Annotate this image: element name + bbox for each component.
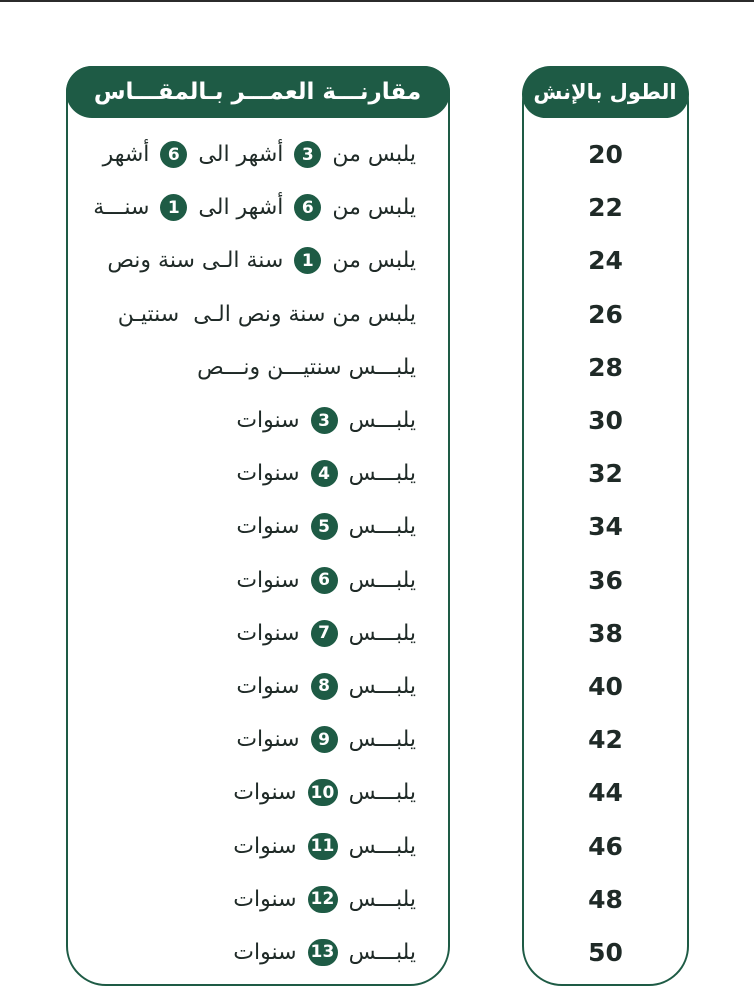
age-row [68,873,448,926]
age-text: يلبـــس [341,620,416,646]
age-text: سنوات [236,620,307,646]
age-comparison-panel [66,66,450,986]
number-badge: 7 [311,620,338,647]
length-value: 50 [588,937,623,967]
age-text: يلبـــس [341,567,416,593]
number-badge: 9 [311,726,338,753]
age-row [68,713,448,766]
age-row [68,500,448,553]
age-text: يلبـــس [341,514,416,540]
length-value: 40 [588,671,623,701]
age-row [68,660,448,713]
age-text: سنوات [236,727,307,753]
number-badge: 11 [308,833,338,860]
age-text: أشهر الى [191,195,291,221]
length-header: الطول بالإنش [522,66,689,118]
age-row [68,447,448,500]
length-value: 44 [588,778,623,808]
length-value: 46 [588,831,623,861]
age-text: يلبـــس [341,408,416,434]
length-value: 38 [588,618,623,648]
age-row [68,607,448,660]
length-value: 42 [588,725,623,755]
age-text: يلبـــس [341,886,416,912]
number-badge: 5 [311,513,338,540]
age-row [68,288,448,341]
age-row [68,128,448,181]
age-text: سنوات [233,833,304,859]
top-divider [0,0,754,2]
age-row [68,819,448,872]
age-row [68,554,448,607]
length-value: 34 [588,512,623,542]
length-rows-list [524,128,687,979]
age-text: يلبـــس سنتيـــن ونـــص [197,354,416,380]
age-text: سنوات [233,886,304,912]
age-text: يلبـــس [341,780,416,806]
age-text: سنوات [236,408,307,434]
age-text: سنوات [236,461,307,487]
age-row [68,341,448,394]
length-value: 48 [588,884,623,914]
number-badge: 12 [308,886,338,913]
length-value: 36 [588,565,623,595]
number-badge: 10 [308,779,338,806]
length-value: 22 [588,193,623,223]
age-row [68,234,448,287]
age-rows-list [68,128,448,979]
age-text: سنوات [233,939,304,965]
age-text: يلبـــس [341,673,416,699]
length-value: 30 [588,406,623,436]
age-row [68,181,448,234]
age-text: يلبس من سنة ونص الـى سنتيـن [117,301,416,327]
age-text: سنوات [236,567,307,593]
age-text: يلبس من [325,248,416,274]
age-row [68,766,448,819]
number-badge: 8 [311,673,338,700]
length-value: 20 [588,140,623,170]
length-value: 32 [588,459,623,489]
age-comparison-header: مقارنـــة العمـــر بـالمقـــاس [66,66,450,118]
age-text: يلبـــس [341,833,416,859]
age-text: يلبـــس [341,461,416,487]
age-text: أشهر الى [191,142,291,168]
age-text: يلبس من [325,195,416,221]
length-value: 26 [588,299,623,329]
age-text: سنوات [236,673,307,699]
number-badge: 6 [160,141,187,168]
number-badge: 6 [311,567,338,594]
number-badge: 6 [294,194,321,221]
number-badge: 3 [311,407,338,434]
age-text: سنوات [233,780,304,806]
age-text: سنة الـى سنة ونص [107,248,291,274]
age-text: يلبـــس [341,727,416,753]
age-row [68,394,448,447]
number-badge: 1 [160,194,187,221]
number-badge: 1 [294,247,321,274]
age-text: سنـــة [93,195,157,221]
age-text: أشهر [102,142,157,168]
length-value: 24 [588,246,623,276]
age-text: يلبـــس [341,939,416,965]
number-badge: 13 [308,939,338,966]
number-badge: 3 [294,141,321,168]
number-badge: 4 [311,460,338,487]
age-row [68,926,448,979]
age-text: يلبس من [325,142,416,168]
length-panel [522,66,689,986]
length-value: 28 [588,352,623,382]
age-text: سنوات [236,514,307,540]
